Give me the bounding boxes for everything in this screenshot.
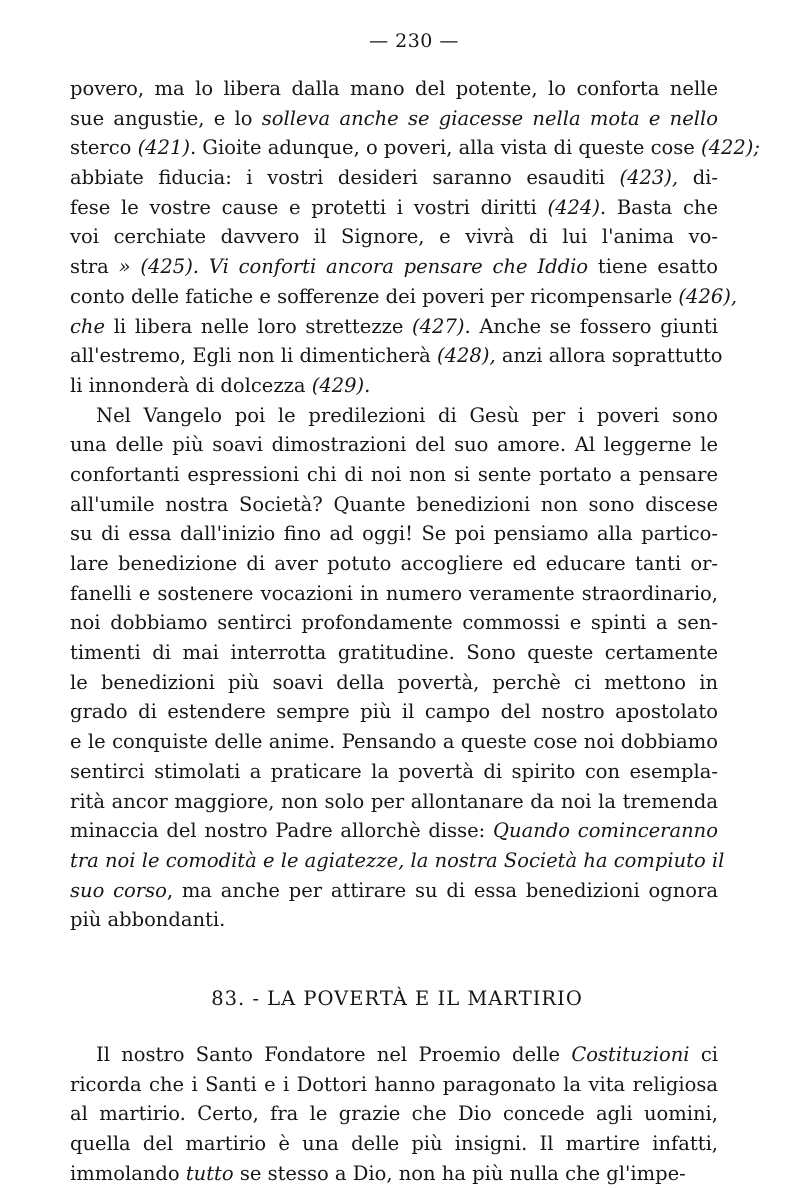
paragraph-1 [70,74,760,401]
text-line: grado di estendere sempre più il campo del nostro apostolato [70,700,718,724]
text-line: ricorda che i Santi e i Dottori hanno paragonato la vita religiosa [70,1072,718,1096]
text-line: suo corso, ma anche per attirare su di essa benedizioni ognora [70,878,718,902]
text-line: fese le vostre cause e protetti i vostri diritti (424). Basta che [70,195,718,219]
text-line: una delle più soavi dimostrazioni del suo amore. Al leggerne le [70,433,718,457]
text-line: su di essa dall'inizio fino ad oggi! Se poi pensiamo alla partico- [70,522,718,546]
text-line: abbiate fiducia: i vostri desideri saranno esauditi (423), di- [70,166,719,190]
text-line: e le conquiste delle anime. Pensando a queste cose noi dobbiamo [70,730,718,754]
page-number: — 230 — [369,30,459,52]
text-line: sue angustie, e lo solleva anche se giacesse nella mota e nello [70,106,718,130]
book-page [70,30,760,1188]
text-line: povero, ma lo libera dalla mano del potente, lo conforta nelle [70,77,718,100]
paragraph-2 [70,401,725,935]
text-line: più abbondanti. [70,908,226,932]
text-line: quella del martirio è una delle più insigni. Il martire infatti, [70,1132,718,1155]
text-line: rità ancor maggiore, non solo per allontanare da noi la tremenda [70,789,718,813]
text-line: confortanti espressioni chi di noi non si sente portato a pensare [70,462,718,486]
section-heading: 83. - LA POVERTÀ E IL MARTIRIO [211,986,583,1010]
text-line: noi dobbiamo sentirci profondamente commossi e spinti a sen- [70,611,718,635]
paragraph-3 [70,1040,718,1188]
text-line: lare benedizione di aver potuto accogliere ed educare tanti or- [70,552,718,575]
text-line: fanelli e sostenere vocazioni in numero veramente straordinario, [70,581,718,605]
text-line: sentirci stimolati a praticare la povertà di spirito con esempla- [70,759,718,783]
text-line: che li libera nelle loro strettezze (427). Anche se fossero giunti [70,314,719,338]
text-line: stra » (425). Vi conforti ancora pensare che Iddio tiene esatto [70,255,718,279]
text-line: voi cerchiate davvero il Signore, e vivrà di lui l'anima vo- [70,225,718,249]
text-line: al martirio. Certo, fra le grazie che Dio concede agli uomini, [70,1102,718,1126]
text-line: all'estremo, Egli non li dimenticherà (428), anzi allora soprattutto [70,344,723,368]
text-line: minaccia del nostro Padre allorchè disse: Quando cominceranno [70,819,718,843]
text-line: immolando tutto se stesso a Dio, non ha più nulla che gl'impe- [70,1161,686,1185]
text-line: li innonderà di dolcezza (429). [70,373,371,397]
text-line: all'umile nostra Società? Quante benedizioni non sono discese [70,492,718,516]
text-line: sterco (421). Gioite adunque, o poveri, alla vista di queste cose (422); [70,136,760,160]
text-line: tra noi le comodità e le agiatezze, la nostra Società ha compiuto il [70,848,725,872]
text-line: Nel Vangelo poi le predilezioni di Gesù per i poveri sono [96,403,718,427]
text-line: conto delle fatiche e sofferenze dei poveri per ricompensarle (426), [70,284,738,308]
text-line: Il nostro Santo Fondatore nel Proemio delle Costituzioni ci [96,1042,718,1066]
text-line: timenti di mai interrotta gratitudine. Sono queste certamente [70,641,718,665]
text-line: le benedizioni più soavi della povertà, perchè ci mettono in [70,670,718,694]
